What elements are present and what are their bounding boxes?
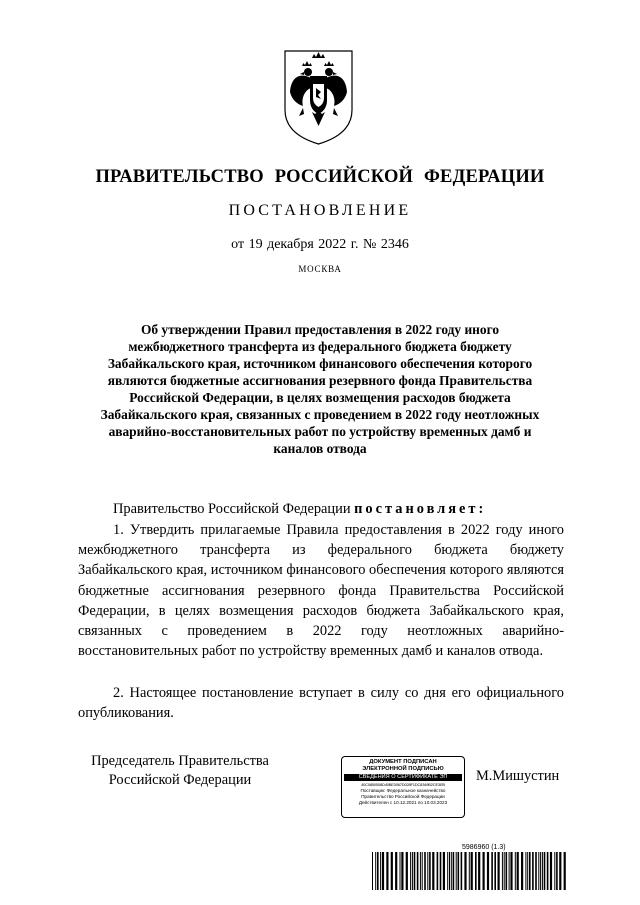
document-city: МОСКВА <box>298 264 342 274</box>
intro-line <box>78 499 564 519</box>
signer-name: М.Мишустин <box>476 768 560 784</box>
coat-of-arms-emblem <box>281 48 356 146</box>
stamp-line1: ДОКУМЕНТ ПОДПИСАН <box>369 759 437 765</box>
barcode-image <box>372 852 566 890</box>
stamp-line2: ЭЛЕКТРОННОЙ ПОДПИСЬЮ <box>362 766 444 772</box>
document-date-number: от 19 декабря 2022 г. № 2346 <box>231 237 409 252</box>
paragraph-1: 1. Утвердить прилагаемые Правила предоставления в 2022 году иного межбюджетного трансферта из федерального бюджета бюджету Забайкальского края, источником финансового обеспечения которого являются бюджетные ассигнования резервного фонда Правительства Российской Федерации, в целях возмещения расходов бюджета Забайкальского края, связанных с проведением в 2022 году неотложных аварийно-восстановительных работ по устройству временных дамб и каналов отвода. <box>78 522 564 660</box>
intro-resolves: постановляет: <box>354 501 487 517</box>
signer-position-line1: Председатель Правительства <box>91 753 269 769</box>
stamp-certificate-header: СВЕДЕНИЯ О СЕРТИФИКАТЕ ЭП <box>344 774 462 781</box>
document-type: ПОСТАНОВЛЕНИЕ <box>228 202 412 219</box>
stamp-owner-line2: Правительство Российской Федерации <box>361 794 445 799</box>
intro-prefix: Правительство Российской Федерации <box>113 501 355 517</box>
barcode-number: 5986960 (1.3) <box>462 844 506 851</box>
electronic-signature-stamp <box>341 756 465 818</box>
signer-position <box>75 752 285 790</box>
stamp-validity: Действителен с 10.12.2021 по 10.03.2023 <box>358 800 448 805</box>
stamp-serial: 40C0850508D40BE3067D028F1DC8349B2CE3EB <box>361 782 445 787</box>
paragraph-2: 2. Настоящее постановление вступает в силу со дня его официального опубликования. <box>78 685 564 722</box>
document-heading: Об утверждении Правил предоставления в 2022 году иного межбюджетного трансферта из федерального бюджета бюджету Забайкальского края, источником финансового обеспечения которого являются бюджетные ассигнования резервного фонда Правительства Российской Федерации, в целях возмещения расходов бюджета Забайкальского края, связанных с проведением в 2022 году неотложных аварийно-восстановительных работ по устройству временных дамб и каналов отвода <box>100 322 540 456</box>
stamp-title <box>342 759 464 773</box>
government-title: ПРАВИТЕЛЬСТВО РОССИЙСКОЙ ФЕДЕРАЦИИ <box>95 167 545 187</box>
stamp-owner-line1: Поставщик: Федеральное казначейство <box>360 788 446 793</box>
signer-position-line2: Российской Федерации <box>108 772 252 788</box>
